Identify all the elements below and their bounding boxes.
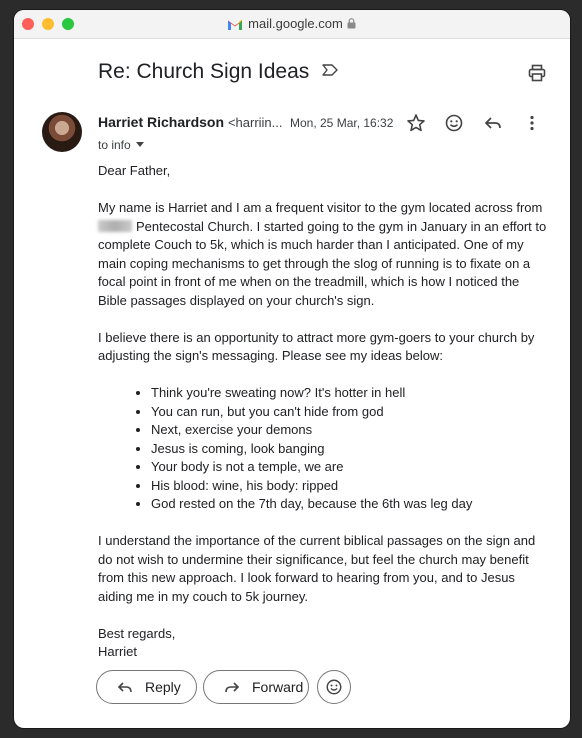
forward-button-label: Forward (252, 679, 304, 695)
chevron-down-icon (136, 136, 144, 150)
list-item: • Your body is not a temple, we are (151, 458, 550, 477)
emoji-icon[interactable] (444, 113, 464, 133)
list-item: • God rested on the 7th day, because the 6th was leg day (151, 495, 550, 514)
recipient-text: to info (98, 138, 131, 152)
sender-row (98, 114, 283, 130)
reply-icon[interactable] (483, 113, 503, 133)
list-item: • You can run, but you can't hide from god (151, 403, 550, 422)
greeting: Dear Father, (98, 163, 171, 178)
list-item: • Jesus is coming, look banging (151, 440, 550, 459)
emoji-icon (325, 678, 343, 696)
browser-window (14, 10, 570, 728)
redacted-church-name (98, 220, 132, 232)
star-icon[interactable] (406, 113, 426, 133)
list-item: • His blood: wine, his body: ripped (151, 477, 550, 496)
sender-email: <harriin... (227, 115, 283, 130)
paragraph-intro (98, 199, 550, 310)
sender-name[interactable]: Harriet Richardson (98, 114, 225, 130)
list-item: • Think you're sweating now? It's hotter in hell (151, 384, 550, 403)
address-bar[interactable] (14, 16, 570, 33)
label-icon[interactable] (322, 63, 338, 81)
title-bar (14, 10, 570, 39)
url-text: mail.google.com (248, 16, 343, 31)
recipient-details-toggle[interactable] (98, 136, 144, 152)
reply-button-label: Reply (145, 679, 181, 695)
paragraph-intro-end: Pentecostal Church. I started going to the gym in January in an effort to complete Couch to 5k, which is much harder than I anticipated. One of my main coping mechanisms to get through the slog of running is to fixate on a focal point in front of me when on the treadmill, which is how I noticed the Bible passages displayed on your church's sign. (98, 218, 547, 308)
reply-button[interactable] (96, 670, 197, 704)
paragraph-closing: I understand the importance of the current biblical passages on the sign and do not wish to undermine their significance, but feel the church may benefit from this new approach. I look forward to hearing from you, and to Jesus aiding me in my couch to 5k journey. (98, 533, 536, 604)
signature: Harriet (98, 644, 138, 659)
email-body (98, 162, 550, 662)
forward-icon (224, 680, 240, 694)
print-icon[interactable] (528, 64, 546, 87)
emoji-reaction-button[interactable] (317, 670, 351, 704)
list-item: • Next, exercise your demons (151, 421, 550, 440)
more-icon[interactable] (522, 113, 542, 133)
sender-avatar[interactable] (42, 112, 82, 152)
email-subject: Re: Church Sign Ideas (98, 60, 310, 83)
sign-off: Best regards, (98, 625, 176, 641)
lock-icon (347, 17, 356, 32)
forward-button[interactable] (203, 670, 309, 704)
ideas-list (98, 384, 550, 514)
paragraph-proposal: I believe there is an opportunity to attract more gym-goers to your church by adjusting the sign's messaging. Please see my ideas below: (98, 329, 535, 363)
paragraph-intro-start: My name is Harriet and I am a frequent visitor to the gym located across from (98, 200, 543, 215)
gmail-icon (228, 18, 242, 33)
subject-row (98, 60, 550, 90)
email-date: Mon, 25 Mar, 16:32 (290, 116, 394, 130)
reply-icon (117, 680, 133, 694)
